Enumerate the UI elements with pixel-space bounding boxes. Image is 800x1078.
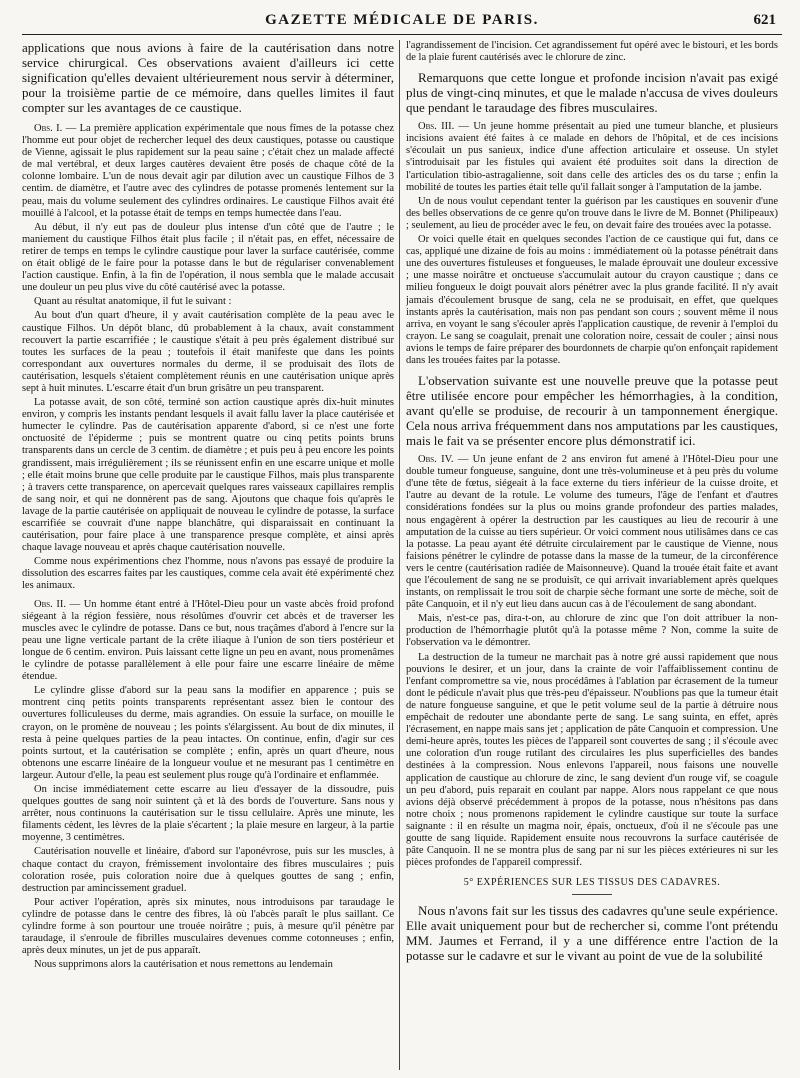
paragraph: Cautérisation nouvelle et linéaire, d'abord sur l'aponévrose, puis sur les muscles, à chaque contact du crayon, frémissement involontaire des fibres musculaires ; puis coloration rosée, puis coloration noire due à quelques gouttes de sang ; enfin, destruction par amincissement graduel. xyxy=(22,846,394,894)
page-header xyxy=(22,8,782,35)
paragraph: On incise immédiatement cette escarre au lieu d'essayer de la dissoudre, puis quelques gouttes de sang noir suintent çà et là des bords de l'ouverture. Sans nous y arrêter, nous continuons la cautérisation sur le tissu cellulaire. Après une minute, les filaments cèdent, les lèvres de la plaie s'écartent ; la plaie mesure en largeur, à la partie moyenne, 3 centimètres. xyxy=(22,783,394,844)
observation-label: Obs. I. xyxy=(34,123,63,134)
paragraph: l'agrandissement de l'incision. Cet agrandissement fut opéré avec le bistouri, et les bords de la plaie furent cautérisés avec le chlorure de zinc. xyxy=(406,40,778,64)
paragraph: Au début, il n'y eut pas de douleur plus intense d'un côté que de l'autre ; le maniement du caustique Filhos était plus facile ; il n'était pas, en effet, nécessaire de retirer de temps en temps le cylindre caustique pour laver la surface cautérisée, comme on était obligé de le faire pour la potasse dans le but de régulariser convenablement l'action caustique. Enfin, à la fin de l'opération, il nous sembla que le malade accusait une douleur un peu plus vive du côté cautérisé avec la potasse. xyxy=(22,221,394,294)
paragraph: La destruction de la tumeur ne marchait pas à notre gré aussi rapidement que nous pouvions le desirer, et un jour, dans la crainte de voir l'affaiblissement continu de l'enfant compromettre sa vie, nous procédâmes à l'ablation par écrasement de la tumeur dont le pédicule n'avait plus que très-peu d'épaisseur. N'oublions pas que la tumeur était de nature fongueuse sanguine, et que le petit volume seul de la partie à détruire nous empêchait de redouter une abondante perte de sang. Le sang suinta, en effet, après l'écrasement, en nappe mais sans jet ; application de pâte Canquoin et compression. Une demi-heure après, toutes les pièces de l'appareil sont couvertes de sang ; il s'écoule avec une coloration d'un rouge rutilant des circulaires les plus superficielles des bandes destinées à la compression. Nous enlevons l'appareil, nous faisons une nouvelle application de caustique au chlorure de zinc, le sang devient d'un rouge vif, se coagule un peu d'abord, puis reparait en coulant par nappe. Alors nous rappelant ce que nous avions déjà observé précédemment à propos de la potasse, nous n'hésitons pas dans notre choix ; nous promenons rapidement le cylindre caustique sur toute la surface saignante : il en résulte un magma noir, épais, onctueux, d'où il ne s'écoule pas une goutte de sang liquide. Rapidement ensuite nous recouvrons la surface cautérisée de pâte Canquoin. Il ne se montra plus de sang par ni sur les pièces extérieures ni sur les pièces profondes de l'appareil compressif. xyxy=(406,651,778,869)
paragraph: Nous supprimons alors la cautérisation et nous remettons au lendemain xyxy=(34,959,333,971)
paragraph: Un de nous voulut cependant tenter la guérison par les caustiques en souvenir d'une des belles observations de ce genre qu'on trouve dans le livre de M. Bonnet (Philipeaux) ; seulement, au lieu de procéder avec le feu, on devait faire des trouées avec la potasse. xyxy=(406,195,778,231)
observation-1 xyxy=(22,123,394,220)
paragraph: Au bout d'un quart d'heure, il y avait cautérisation complète de la peau avec le caustique Filhos. Un dépôt blanc, dû probablement à la chaux, avait constamment recouvert la partie escarrifiée ; le caustique s'était à peu près également distribué sur toutes les surfaces de la peau ; toutefois il était manifeste que dans les points correspondant aux ouvertures normales du derme, il se produisait des îlots de cautérisation, lesquels s'étaient complètement réunis en une cautérisation unique après sept à huit minutes. L'escarre était d'un brun grisâtre un peu transparent. xyxy=(22,310,394,394)
paragraph: Quant au résultat anatomique, il fut le suivant : xyxy=(34,296,232,308)
section-title: 5° EXPÉRIENCES SUR LES TISSUS DES CADAVRES. xyxy=(463,877,721,889)
left-column xyxy=(22,40,394,1072)
column-divider xyxy=(399,40,400,1070)
intro-paragraph: applications que nous avions à faire de la cautérisation dans notre service chirurgical. Ces observations avaient d'ailleurs ici cette signification qu'elles devaient ultérieurement nous servir à déterminer, pour la troisième partie de ce mémoire, dans quelles limites il faut compter sur les avantages de ce caustique. xyxy=(22,40,394,115)
section-divider xyxy=(572,894,612,895)
observation-4 xyxy=(406,454,778,611)
paragraph: Comme nous expérimentions chez l'homme, nous n'avons pas essayé de produire la dissolution des escarres faites par les caustiques, comme cela avait été expérimenté chez les animaux. xyxy=(22,556,394,592)
observation-label: Obs. III. xyxy=(418,121,455,133)
right-column xyxy=(406,40,778,1072)
paragraph-large: Remarquons que cette longue et profonde incision n'avait pas exigé plus de vingt-cinq minutes, et que le malade n'accusa de vives douleurs que pendant le taraudage des fibres musculaires. xyxy=(406,70,778,116)
observation-text: — La première application expérimentale que nous fîmes de la potasse chez l'homme eut pour objet de rechercher lequel des deux caustiques, potasse ou caustique de Vienne, agissait le plus rapidement sur la peau saine ; c'était chez un malade affecté de mal vertébral, et deux larges cautères devaient être posés de chaque côté de la colonne lombaire. L'un de nous devait agir par dilution avec un caustique Filhos de 3 centim. de diamètre, et l'autre avec des cylindres de potasse promenés lentement sur la peau, mais du volume seulement des cylindres ordinaires. Le caustique Filhos avait été mouillé à l'alcool, et la potasse était de temps en temps humectée dans l'eau. xyxy=(22,123,394,219)
observation-text: — Un jeune enfant de 2 ans environ fut amené à l'Hôtel-Dieu pour une double tumeur fongueuse, sanguine, dont une très-volumineuse et à peu près du volume d'une tête de fœtus, siégeait à la face externe du tiers inférieur de la cuisse droite, et l'autre au devant de la rotule. Le volume des tumeurs, l'âge de l'enfant et d'autres considérations fondées sur la plus ou moins grande profondeur des parties malades, nous engagèrent à opérer la destruction par les caustiques au lieu de recourir à une amputation de la cuisse au tiers supérieur. Or voici comment nous utilisâmes dans ce cas la potasse. La peau ayant été détruite circulairement par le caustique de Vienne, nous faisions pénétrer le cylindre de potasse dans la masse de la tumeur, de la circonférence vers le centre (cautérisation radiée de Maisonneuve). Quand la trouée était faite et avant que l'écoulement de sang ne se produisît, ce qui arrivait invariablement après quelques instants, on remplissait le trou soit de charpie sèche formant une sorte de mèche, soit de pâte Canquoin, et il n'y eut lieu dans aucun cas à de l'écoulement de sang abondant. xyxy=(406,454,778,611)
observation-2 xyxy=(22,599,394,684)
paragraph-large: Nous n'avons fait sur les tissus des cadavres qu'une seule expérience. Elle avait uniquement pour but de rechercher si, comme l'ont prétendu MM. Jaumes et Ferrand, il y a une différence entre l'action de la potasse sur le cadavre et sur le vivant au point de vue de la solubilité xyxy=(406,903,778,964)
observation-label: Obs. IV. xyxy=(418,454,454,466)
page-number: 621 xyxy=(753,12,776,28)
paragraph: Pour activer l'opération, après six minutes, nous introduisons par taraudage le cylindre de potasse dans le centre des fibres, là où l'abcès paraît le plus saillant. Ce cylindre forme à son pourtour une trouée noirâtre ; puis, à mesure qu'il pénètre par taraudage, il s'enroule de fibrilles musculaires devenues comme cotonneuses ; enfin, après deux minutes, un jet de pus apparaît. xyxy=(22,896,394,957)
paragraph: Le cylindre glisse d'abord sur la peau sans la modifier en apparence ; puis se montrent cinq petits points transparents représentant assez bien le contour des ouvertures folliculeuses du derme, mais agrandies. On essuie la surface, on mouille le crayon, on le promène de nouveau ; les points s'élargissent. Au bout de dix minutes, il resta à peine quelques parties de la peau intactes. On continue, enfin, d'agir sur ces points surtout, et la cautérisation se complète ; enfin, après un quart d'heure, nous obtenons une escarre linéaire de la longueur voulue et ne mesurant pas 1 centimètre en largeur. Autour d'elle, la peau est seulement plus rouge qu'à l'ordinaire et enflammée. xyxy=(22,685,394,781)
observation-label: Obs. II. xyxy=(34,598,66,610)
paragraph-large: L'observation suivante est une nouvelle preuve que la potasse peut être utilisée encore pour empêcher les hémorrhagies, à la condition, avant qu'elle se produise, de recourir à un tamponnement énergique. Cela nous arriva fréquemment dans nos amputations par les caustiques, mais le fait va se présenter encore plus démonstratif ici. xyxy=(406,373,778,449)
observation-3 xyxy=(406,121,778,194)
paragraph: Mais, n'est-ce pas, dira-t-on, au chlorure de zinc que l'on doit attribuer la non-production de l'hémorrhagie plutôt qu'à la potasse même ? Non, comme la suite de l'observation va le démontrer. xyxy=(406,613,778,649)
observation-text: — Un homme étant entré à l'Hôtel-Dieu pour un vaste abcès froid profond siégeant à la région fessière, nous résolûmes d'ouvrir cet abcès et de traverser les muscles avec le cylindre de potasse. Dans ce but, nous traçâmes d'abord à l'encre sur la peau une ligne verticale partant de la crête iliaque à l'union de son tiers postérieur et longue de 6 centim. environ. Puis laissant cette ligne un peu en avant, nous promenâmes le cylindre de potasse parallèlement à elle pour faire une escarre linéaire de même étendue. xyxy=(22,598,394,683)
observation-text: — Un jeune homme présentait au pied une tumeur blanche, et plusieurs incisions avaient été faites à ce malade en dehors de l'hôpital, et de ces incisions s'écoulait un pus sanieux, indice d'une affection articulaire et osseuse. Un stylet s'introduisait par les fistules qui avaient été produites soit dans la direction de l'articulation tibio-astragalienne, soit dans celle des articles des os du tarse ; enfin la mobilité de toutes les parties était telle qu'il fallait songer à l'amputation de la jambe. xyxy=(406,121,778,193)
running-title: GAZETTE MÉDICALE DE PARIS. xyxy=(265,12,539,28)
paragraph: Or voici quelle était en quelques secondes l'action de ce caustique qui fut, dans ce cas, appliqué une dizaine de fois au moins : immédiatement où la potasse pénétrait dans une des ouvertures fistuleuses et fongueuses, le malade éprouvait une douleur excessive ; une masse noirâtre et onctueuse s'accumulait autour du crayon caustique ; dans ce milieu fongueux le doigt pouvait alors pénétrer avec la plus grande facilité. Il n'y avait jamais d'écoulement brusque de sang, cela ne se produisait, en effet, que quelques instants après la cautérisation, mais non pas pendant son cours ; souvent même il nous arriva, en voyant le sang s'écouler après l'application caustique, de revenir à l'emploi du crayon. Le sang se coagulait, prenait une coloration noire, cessait de couler ; ainsi nous avions le temps de faire préparer des bourdonnets de charpie qu'on enfonçait rapidement dans les trouées faites par la potasse. xyxy=(406,234,778,366)
paragraph: La potasse avait, de son côté, terminé son action caustique après dix-huit minutes environ, y compris les instants pendant lesquels il avait fallu laver la place cautérisée et humecter le cylindre. Pas de cautérisation apparente d'abord, si ce n'est une forte onctuosité de l'épiderme ; puis se montrent quatre ou cinq petits points bruns transparents dans un cercle de 3 centim. de diamètre ; et puis peu à peu encore les points grandissent, mais irrégulièrement ; ils se réunissent enfin en une escarre unique et molle ; elle était moins brune que celle produite par le caustique Filhos, mais plus transparente ; à travers cette transparence, on apercevait quelques rares vaisseaux capillaires remplis de sang noir, et qui ne donnèrent pas de sang. Ajoutons que chaque fois qu'après le lavage de la partie cautérisée on appliquait de nouveau le cylindre de potasse, la surface escarrifiée se couvrait d'une nappe blanchâtre, qui disparaissait en continuant la cautérisation, pour faire place à une transparence presque complète, et ainsi après chaque lavage nouveau et après chaque cautérisation nouvelle. xyxy=(22,397,394,554)
